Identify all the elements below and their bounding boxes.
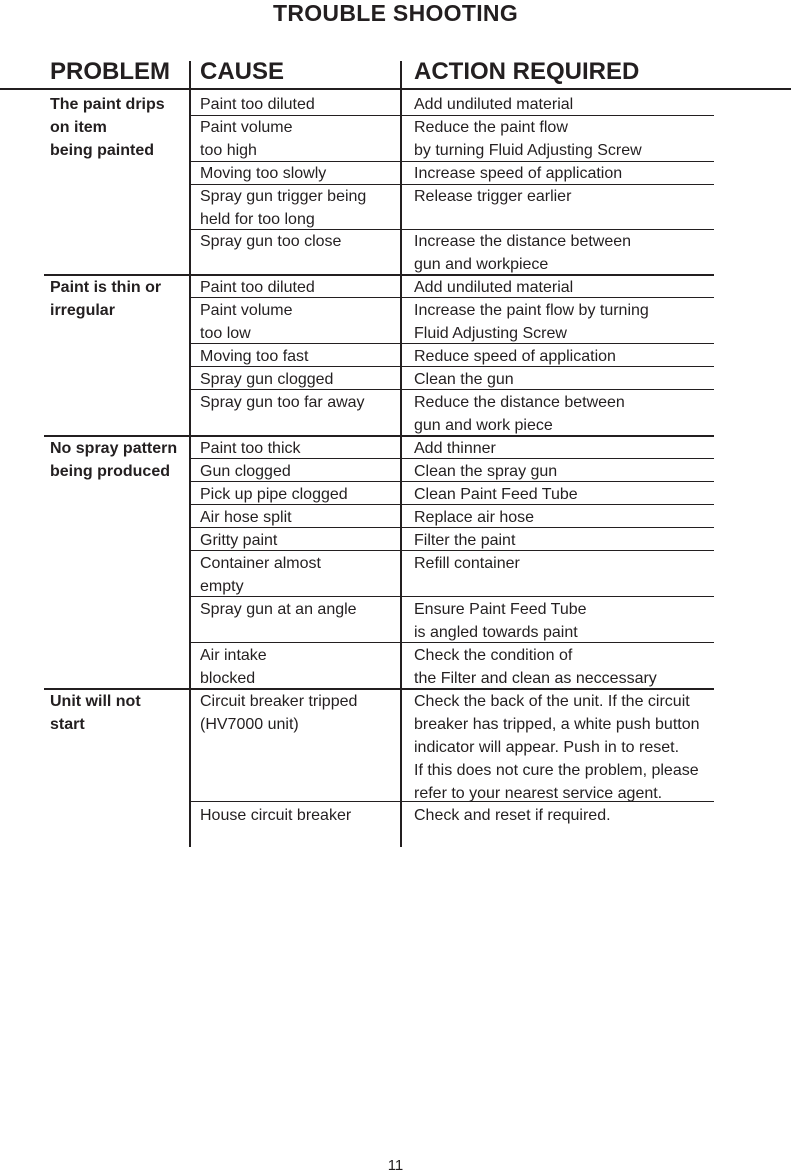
column-divider-problem-cause — [189, 61, 191, 847]
action-cell: Reduce speed of application — [414, 348, 616, 365]
action-cell: Increase the distance between gun and workpiece — [414, 233, 632, 273]
action-cell: Clean the spray gun — [414, 463, 558, 480]
action-cell: Increase the paint flow by turning Fluid Adjusting Screw — [414, 302, 649, 342]
cause-cell: Paint too diluted — [200, 96, 315, 113]
page-title: TROUBLE SHOOTING — [272, 0, 519, 26]
problem-cell: The paint drips on item being painted — [50, 96, 165, 159]
cause-cell: Gun clogged — [200, 463, 291, 480]
row-divider — [190, 297, 714, 298]
row-divider — [190, 366, 714, 367]
row-divider — [190, 389, 714, 390]
cause-cell: Air hose split — [200, 509, 292, 526]
row-divider — [190, 596, 714, 597]
action-cell: Check the back of the unit. If the circuit breaker has tripped, a white push button indicator will appear. Push in to reset. If this does not cure the problem, please refer to your nearest service agent. — [414, 693, 700, 802]
cause-cell: Air intake blocked — [200, 647, 267, 687]
action-cell: Clean the gun — [414, 371, 514, 388]
action-cell: Add thinner — [414, 440, 496, 457]
row-divider — [190, 481, 714, 482]
row-divider — [190, 343, 714, 344]
row-divider — [190, 642, 714, 643]
cause-cell: Circuit breaker tripped (HV7000 unit) — [200, 693, 358, 733]
cause-cell: Container almost empty — [200, 555, 321, 595]
action-cell: Clean Paint Feed Tube — [414, 486, 578, 503]
cause-cell: Spray gun at an angle — [200, 601, 357, 618]
problem-cell: Paint is thin or irregular — [50, 279, 162, 319]
cause-cell: Pick up pipe clogged — [200, 486, 348, 503]
problem-column-header: PROBLEM — [50, 58, 170, 85]
action-cell: Ensure Paint Feed Tube is angled towards paint — [414, 601, 587, 641]
action-cell: Reduce the distance between gun and work piece — [414, 394, 625, 434]
action-cell: Increase speed of application — [414, 165, 623, 182]
cause-cell: Spray gun trigger being held for too long — [200, 188, 367, 228]
action-cell: Add undiluted material — [414, 96, 574, 113]
action-cell: Check the condition of the Filter and clean as neccessary — [414, 647, 657, 687]
cause-cell: Moving too slowly — [200, 165, 327, 182]
row-divider — [190, 527, 714, 528]
cause-column-header: CAUSE — [200, 58, 285, 85]
problem-cell: Unit will not start — [50, 693, 141, 733]
cause-cell: Spray gun too close — [200, 233, 342, 250]
action-cell: Filter the paint — [414, 532, 516, 549]
cause-cell: Paint too diluted — [200, 279, 315, 296]
action-cell: Replace air hose — [414, 509, 535, 526]
cause-cell: Gritty paint — [200, 532, 278, 549]
row-divider — [190, 550, 714, 551]
page-number: 11 — [387, 1157, 404, 1174]
problem-cell: No spray pattern being produced — [50, 440, 178, 480]
action-cell: Add undiluted material — [414, 279, 574, 296]
cause-cell: Paint too thick — [200, 440, 301, 457]
cause-cell: Paint volume too low — [200, 302, 293, 342]
header-divider — [0, 88, 791, 90]
action-cell: Reduce the paint flow by turning Fluid Adjusting Screw — [414, 119, 642, 159]
row-divider — [190, 504, 714, 505]
column-divider-cause-action — [400, 61, 402, 847]
cause-cell: Paint volume too high — [200, 119, 293, 159]
cause-cell: Spray gun clogged — [200, 371, 334, 388]
action-column-header: ACTION REQUIRED — [414, 58, 640, 85]
row-divider — [190, 801, 714, 802]
action-cell: Release trigger earlier — [414, 188, 572, 205]
action-cell: Check and reset if required. — [414, 807, 611, 824]
row-divider — [190, 458, 714, 459]
cause-cell: Moving too fast — [200, 348, 309, 365]
cause-cell: Spray gun too far away — [200, 394, 365, 411]
action-cell: Refill container — [414, 555, 520, 572]
cause-cell: House circuit breaker — [200, 807, 352, 824]
